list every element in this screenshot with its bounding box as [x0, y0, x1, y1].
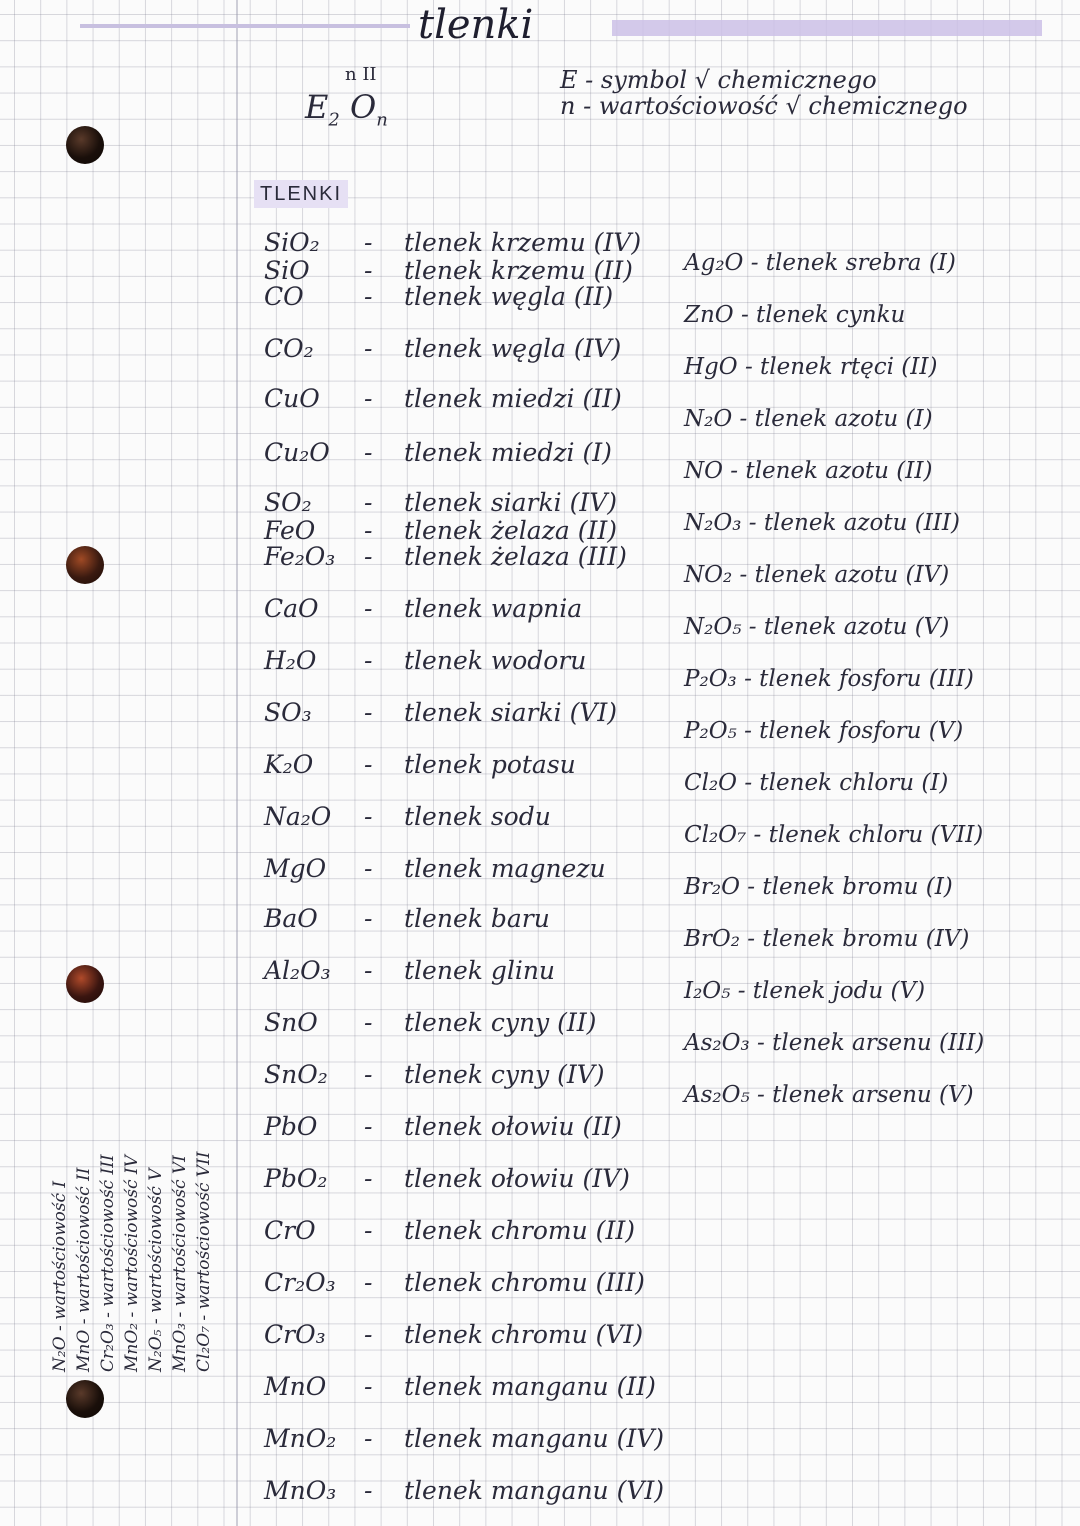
oxide-dash: - — [364, 438, 373, 467]
oxide-formula: Fe₂O₃ — [264, 542, 336, 571]
oxide-dash: - — [364, 1268, 373, 1297]
oxide-formula: CaO — [264, 594, 319, 623]
oxide-entry: HgO - tlenek rtęci (II) — [684, 354, 938, 380]
page-title: tlenki — [418, 2, 534, 48]
oxide-name: tlenek krzemu (IV) — [404, 228, 642, 257]
oxide-entry: N₂O₃ - tlenek azotu (III) — [684, 510, 960, 536]
oxide-formula: MgO — [264, 854, 327, 883]
binder-hole — [66, 546, 104, 584]
oxide-dash: - — [364, 1112, 373, 1141]
oxide-dash: - — [364, 384, 373, 413]
oxide-entry: BrO₂ - tlenek bromu (IV) — [684, 926, 970, 952]
oxide-name: tlenek chromu (III) — [404, 1268, 645, 1297]
oxide-dash: - — [364, 854, 373, 883]
oxide-entry: P₂O₅ - tlenek fosforu (V) — [684, 718, 964, 744]
oxide-entry: Ag₂O - tlenek srebra (I) — [684, 250, 956, 276]
oxide-entry: Br₂O - tlenek bromu (I) — [684, 874, 953, 900]
general-formula — [305, 64, 388, 131]
oxide-dash: - — [364, 1320, 373, 1349]
oxide-entry: As₂O₃ - tlenek arsenu (III) — [684, 1030, 985, 1056]
oxide-entry: Cl₂O₇ - tlenek chloru (VII) — [684, 822, 984, 848]
oxide-entry: NO - tlenek azotu (II) — [684, 458, 933, 484]
oxide-name: tlenek wodoru — [404, 646, 587, 675]
valence-example: N₂O - wartościowość I — [50, 1180, 70, 1372]
binder-hole — [66, 965, 104, 1003]
oxide-name: tlenek żelaza (II) — [404, 516, 617, 545]
oxide-formula: FeO — [264, 516, 316, 545]
oxide-dash: - — [364, 802, 373, 831]
valence-example: Cr₂O₃ - wartościowość III — [98, 1154, 118, 1372]
oxide-formula: SiO₂ — [264, 228, 320, 257]
oxide-entry: N₂O₅ - tlenek azotu (V) — [684, 614, 950, 640]
oxide-formula: BaO — [264, 904, 318, 933]
formula-sub-e: 2 — [328, 109, 340, 131]
valence-example: Cl₂O₇ - wartościowość VII — [194, 1151, 214, 1372]
oxide-dash: - — [364, 516, 373, 545]
oxide-name: tlenek krzemu (II) — [404, 256, 633, 285]
oxide-dash: - — [364, 1424, 373, 1453]
oxide-name: tlenek siarki (VI) — [404, 698, 618, 727]
oxide-dash: - — [364, 542, 373, 571]
oxide-formula: PbO — [264, 1112, 318, 1141]
oxide-dash: - — [364, 1008, 373, 1037]
formula-e: E — [305, 88, 329, 126]
oxide-dash: - — [364, 698, 373, 727]
legend-line: E - symbol √ chemicznego — [560, 66, 877, 94]
valence-example: MnO₃ - wartościowość VI — [170, 1155, 190, 1372]
oxide-dash: - — [364, 1164, 373, 1193]
oxide-name: tlenek węgla (II) — [404, 282, 614, 311]
title-highlight-right — [612, 20, 1042, 36]
oxide-dash: - — [364, 1216, 373, 1245]
oxide-formula: MnO₃ — [264, 1476, 337, 1505]
oxide-formula: CrO₃ — [264, 1320, 326, 1349]
oxide-name: tlenek manganu (II) — [404, 1372, 656, 1401]
oxide-dash: - — [364, 1060, 373, 1089]
margin-line — [236, 0, 238, 1526]
oxide-name: tlenek cyny (II) — [404, 1008, 597, 1037]
oxide-formula: CO — [264, 282, 304, 311]
formula-sub-o: n — [376, 109, 388, 131]
oxide-dash: - — [364, 488, 373, 517]
oxide-name: tlenek baru — [404, 904, 550, 933]
binder-hole — [66, 1380, 104, 1418]
oxide-name: tlenek sodu — [404, 802, 551, 831]
oxide-formula: MnO — [264, 1372, 327, 1401]
title-underline-left — [80, 24, 410, 28]
oxide-formula: CrO — [264, 1216, 316, 1245]
valence-example: MnO₂ - wartościowość IV — [122, 1155, 142, 1372]
oxide-dash: - — [364, 1476, 373, 1505]
oxide-formula: PbO₂ — [264, 1164, 328, 1193]
oxide-formula: H₂O — [264, 646, 317, 675]
oxide-formula: SnO — [264, 1008, 318, 1037]
oxide-dash: - — [364, 956, 373, 985]
oxide-entry: P₂O₃ - tlenek fosforu (III) — [684, 666, 974, 692]
oxide-name: tlenek glinu — [404, 956, 556, 985]
oxide-entry: Cl₂O - tlenek chloru (I) — [684, 770, 949, 796]
oxide-name: tlenek manganu (IV) — [404, 1424, 665, 1453]
oxide-name: tlenek miedzi (I) — [404, 438, 612, 467]
oxide-formula: Al₂O₃ — [264, 956, 331, 985]
oxide-dash: - — [364, 594, 373, 623]
oxide-entry: As₂O₅ - tlenek arsenu (V) — [684, 1082, 974, 1108]
oxide-name: tlenek ołowiu (II) — [404, 1112, 622, 1141]
oxide-dash: - — [364, 750, 373, 779]
valence-example: MnO - wartościowość II — [74, 1167, 94, 1372]
oxide-entry: ZnO - tlenek cynku — [684, 302, 906, 328]
legend-line: n - wartościowość √ chemicznego — [560, 92, 968, 120]
oxide-name: tlenek ołowiu (IV) — [404, 1164, 630, 1193]
valence-examples-rotated — [48, 1151, 216, 1372]
oxide-name: tlenek potasu — [404, 750, 576, 779]
oxide-name: tlenek magnezu — [404, 854, 606, 883]
oxide-dash: - — [364, 282, 373, 311]
formula-valence-marks: n II — [345, 64, 377, 85]
oxide-formula: MnO₂ — [264, 1424, 337, 1453]
valence-example: N₂O₅ - wartościowość V — [146, 1168, 166, 1372]
oxide-dash: - — [364, 256, 373, 285]
oxide-name: tlenek manganu (VI) — [404, 1476, 665, 1505]
oxide-formula: CO₂ — [264, 334, 314, 363]
oxide-dash: - — [364, 1372, 373, 1401]
oxide-formula: SO₂ — [264, 488, 312, 517]
oxide-entry: NO₂ - tlenek azotu (IV) — [684, 562, 950, 588]
oxide-dash: - — [364, 904, 373, 933]
oxide-formula: SiO — [264, 256, 310, 285]
oxide-name: tlenek żelaza (III) — [404, 542, 627, 571]
oxide-formula: Cu₂O — [264, 438, 330, 467]
oxide-entry: N₂O - tlenek azotu (I) — [684, 406, 933, 432]
oxide-formula: SO₃ — [264, 698, 312, 727]
oxide-name: tlenek chromu (II) — [404, 1216, 635, 1245]
oxide-name: tlenek cyny (IV) — [404, 1060, 605, 1089]
oxide-name: tlenek miedzi (II) — [404, 384, 622, 413]
formula-o: O — [349, 88, 377, 126]
oxide-dash: - — [364, 228, 373, 257]
oxide-name: tlenek wapnia — [404, 594, 583, 623]
oxide-formula: Na₂O — [264, 802, 332, 831]
section-label: TLENKI — [254, 180, 348, 208]
oxide-formula: CuO — [264, 384, 320, 413]
binder-hole — [66, 126, 104, 164]
oxide-name: tlenek węgla (IV) — [404, 334, 622, 363]
oxide-formula: K₂O — [264, 750, 314, 779]
oxide-formula: SnO₂ — [264, 1060, 328, 1089]
oxide-entry: I₂O₅ - tlenek jodu (V) — [684, 978, 926, 1004]
oxide-name: tlenek chromu (VI) — [404, 1320, 644, 1349]
oxide-formula: Cr₂O₃ — [264, 1268, 336, 1297]
oxide-dash: - — [364, 334, 373, 363]
oxide-name: tlenek siarki (IV) — [404, 488, 618, 517]
oxide-dash: - — [364, 646, 373, 675]
